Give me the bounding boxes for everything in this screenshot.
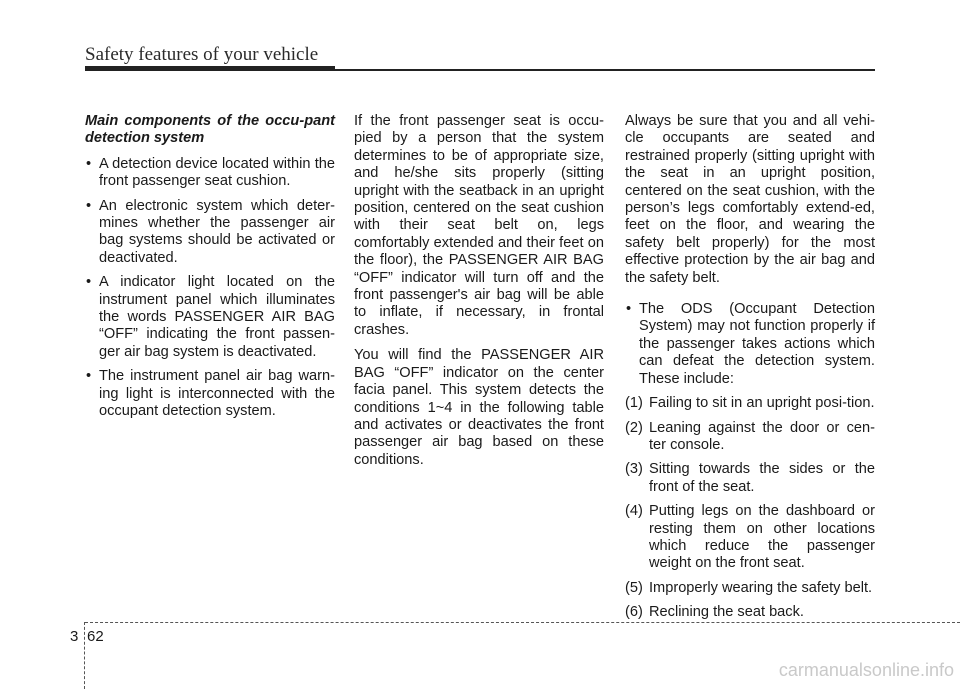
list-item: • A detection device located within the front passenger seat cushion. <box>85 156 335 191</box>
list-item <box>625 461 875 496</box>
list-item <box>625 420 875 455</box>
section-number: 3 <box>70 628 79 645</box>
column-1 <box>85 113 335 428</box>
list-item: • A indicator light located on the instrument panel which illuminates the words PASSENGER AIR BAG “OFF” indicating the front passen-ger air bag system is deactivated. <box>85 274 335 361</box>
list-item <box>625 604 875 621</box>
list-item <box>625 580 875 597</box>
list-item <box>625 395 875 412</box>
list-item-text: Sitting towards the sides or the front of the seat. <box>649 461 875 495</box>
list-item-text: Improperly wearing the safety belt. <box>649 579 873 596</box>
list-item: • An electronic system which deter-mines whether the passenger air bag systems should be activated or deactivated. <box>85 198 335 268</box>
list-item-text: Failing to sit in an upright posi-tion. <box>649 395 875 412</box>
list-item: • The ODS (Occupant Detection System) may not function properly if the passenger takes actions which can defeat the detection system. These include: <box>625 301 875 388</box>
page-number: 62 <box>87 628 104 645</box>
list-item-text: Putting legs on the dashboard or resting them on other locations which reduce the passenger weight on the front seat. <box>649 503 875 572</box>
paragraph: You will find the PASSENGER AIR BAG “OFF” indicator on the center facia panel. This system detects the conditions 1~4 in the following table and activates or deactivates the front passenger air bag based on these conditions. <box>354 347 604 468</box>
list-item-text: Reclining the seat back. <box>649 604 804 621</box>
paragraph: Always be sure that you and all vehi-cle occupants are seated and restrained properly (sitting upright with the seat in an upright position, centered on the seat cushion, with the person’s legs comfortably extend-ed, feet on the floor, and wearing the safety belt properly) for the most effective protection by the air bag and the safety belt. <box>625 113 875 286</box>
watermark: carmanualsonline.info <box>778 660 954 680</box>
header-rule <box>85 69 875 71</box>
footer-rule <box>85 622 960 623</box>
page-header-title: Safety features of your vehicle <box>85 44 319 65</box>
ods-list <box>625 301 875 388</box>
column-3 <box>625 113 875 629</box>
list-item-text: Leaning against the door or cen-ter console. <box>649 419 875 453</box>
list-item <box>625 503 875 573</box>
conditions-list <box>625 395 875 621</box>
components-list <box>85 156 335 421</box>
paragraph: If the front passenger seat is occu-pied by a person that the system determines to be of appropriate size, and he/she sits properly (sitting upright with the seatback in an upright position, centered on the seat cushion with their seat belt on, legs comfortably extended and their feet on the floor), the PASSENGER AIR BAG “OFF” indicator will turn off and the front passenger's air bag will be able to inflate, if necessary, in frontal crashes. <box>354 113 604 338</box>
column-2 <box>354 113 604 477</box>
list-item: • The instrument panel air bag warn-ing light is interconnected with the occupant detection system. <box>85 368 335 420</box>
footer-divider <box>84 622 85 689</box>
section-heading: Main components of the occu-pant detection system <box>85 113 335 147</box>
